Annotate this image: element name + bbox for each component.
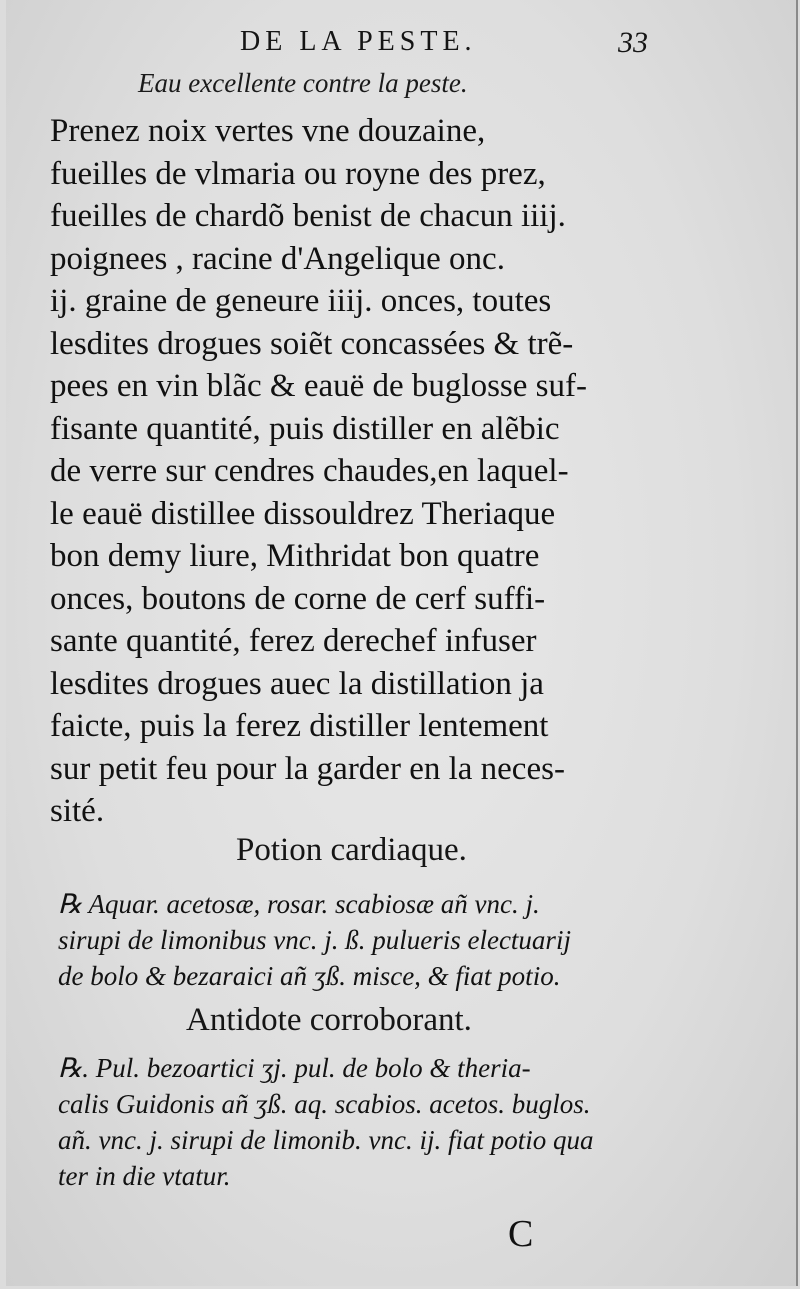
text-line: fisante quantité, puis distiller en alẽbic [50, 410, 560, 447]
text-line: bon demy liure, Mithridat bon quatre [50, 538, 540, 574]
section-title-potion: Potion cardiaque. [236, 832, 467, 868]
recipe-line: ℞ Aquar. acetosæ, rosar. scabiosæ añ vnc. j. [58, 889, 540, 919]
page-number: 33 [618, 26, 648, 59]
text-line: sante quantité, ferez derechef infuser [50, 623, 537, 659]
recipe-body [50, 110, 670, 833]
text-line: lesdites drogues soiẽt concassées & trẽ- [50, 325, 574, 362]
page-header [0, 22, 800, 62]
recipe-line: ter in die vtatur. [58, 1161, 231, 1191]
text-line: sur petit feu pour la garder en la neces- [50, 750, 565, 787]
text-line: le eauë distillee dissouldrez Theriaque [50, 495, 556, 532]
recipe-heading: Eau excellente contre la peste. [138, 68, 468, 98]
recipe-line: de bolo & bezaraici añ ʒß. misce, & fiat potio. [58, 961, 561, 991]
text-line: poignees , racine d'Angelique onc. [50, 240, 505, 277]
text-line: sité. [50, 793, 105, 829]
text-line: pees en vin blãc & eauë de buglosse suf- [50, 368, 587, 404]
recipe-line: sirupi de limonibus vnc. j. ß. pulueris electuarij [58, 925, 571, 955]
potion-recipe [58, 886, 678, 994]
recipe-line: añ. vnc. j. sirupi de limonib. vnc. ij. fiat potio qua [58, 1125, 594, 1155]
text-line: onces, boutons de corne de cerf suffi- [50, 580, 546, 617]
text-line: faicte, puis la ferez distiller lentement [50, 708, 549, 744]
text-line: ij. graine de geneure iiij. onces, toutes [50, 283, 552, 319]
text-line: lesdites drogues auec la distillation ja [50, 665, 544, 702]
text-line: Prenez noix vertes vne douzaine, [50, 113, 486, 149]
text-line: fueilles de chardõ benist de chacun iiij. [50, 198, 566, 234]
text-line: de verre sur cendres chaudes,en laquel- [50, 453, 569, 489]
running-title: DE LA PESTE. [240, 26, 477, 57]
signature-mark: C [508, 1213, 534, 1255]
antidote-recipe [58, 1050, 678, 1194]
recipe-line: ℞. Pul. bezoartici ʒj. pul. de bolo & theria- [58, 1053, 531, 1083]
section-title-antidote: Antidote corroborant. [186, 1002, 472, 1038]
text-line: fueilles de vlmaria ou royne des prez, [50, 155, 546, 192]
recipe-line: calis Guidonis añ ʒß. aq. scabios. acetos. buglos. [58, 1089, 591, 1119]
